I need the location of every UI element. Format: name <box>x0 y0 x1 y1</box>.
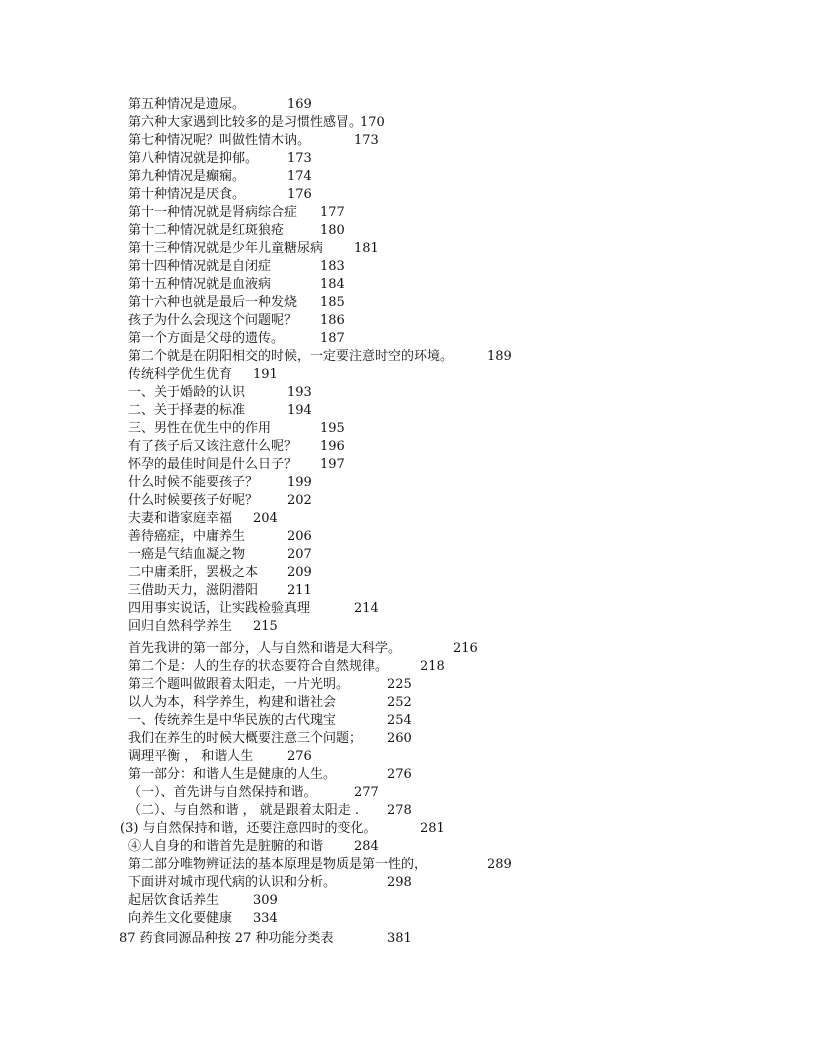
toc-entry-title: 第九种情况是癫痫。 <box>128 169 246 184</box>
toc-entry-title: （二）、与自然和谐 ， 就是跟着太阳走 . <box>128 803 360 818</box>
toc-entry-page-number: 225 <box>387 677 412 692</box>
toc-entry-title: 调理平衡 ， 和谐人生 <box>128 749 254 764</box>
toc-entry-title: 以人为本，科学养生，构建和谐社会 <box>128 695 337 710</box>
toc-entry-title: 首先我讲的第一部分，人与自然和谐是大科学。 <box>128 641 402 656</box>
toc-entry-page-number: 174 <box>287 169 312 184</box>
toc-entry-page-number: 170 <box>360 115 385 130</box>
toc-entry-title: 三、男性在优生中的作用 <box>128 421 272 436</box>
toc-entry-title: 什么时候不能要孩子？ <box>128 475 259 490</box>
toc-entry-title: 第十三种情况就是少年儿童糖尿病 <box>128 241 324 256</box>
toc-entry-title: 一、传统养生是中华民族的古代瑰宝 <box>128 713 337 728</box>
toc-entry-page-number: 218 <box>420 659 445 674</box>
toc-entry-page-number: 216 <box>453 641 478 656</box>
toc-entry-page-number: 169 <box>287 97 312 112</box>
toc-entry-page-number: 260 <box>387 731 412 746</box>
toc-entry-page-number: 254 <box>387 713 412 728</box>
toc-entry-page-number: 207 <box>287 547 312 562</box>
toc-entry-title: 回归自然科学养生 <box>128 619 233 634</box>
toc-entry-title: 第十种情况是厌食。 <box>128 187 246 202</box>
toc-entry-title: ④人自身的和谐首先是脏腑的和谐 <box>128 839 324 854</box>
toc-entry-title: 第七种情况呢？叫做性情木讷。 <box>128 133 311 148</box>
toc-entry-title: 一癌是气结血凝之物 <box>128 547 246 562</box>
toc-entry-title: 第三个题叫做跟着太阳走，一片光明。 <box>128 677 350 692</box>
toc-entry-title: 第二部分唯物辨证法的基本原理是物质是第一性的， <box>128 857 428 872</box>
toc-entry-page-number: 204 <box>253 511 278 526</box>
toc-entry-title: 第二个是：人的生存的状态要符合自然规律。 <box>128 659 389 674</box>
toc-entry-page-number: 209 <box>287 565 312 580</box>
toc-entry-page-number: 334 <box>253 911 278 926</box>
toc-entry-page-number: 381 <box>387 931 412 946</box>
toc-entry-page-number: 278 <box>387 803 412 818</box>
toc-entry-title: 四用事实说话，让实践检验真理 <box>128 601 311 616</box>
toc-entry-title: 第五种情况是遗尿。 <box>128 97 246 112</box>
toc-entry-page-number: 199 <box>287 475 312 490</box>
toc-entry-title: 第二个就是在阴阳相交的时候，一定要注意时空的环境。 <box>128 349 454 364</box>
toc-entry-title: 第一部分：和谐人生是健康的人生。 <box>128 767 337 782</box>
toc-entry-title: 传统科学优生优育 <box>128 367 233 382</box>
toc-entry-title: 一、关于婚龄的认识 <box>128 385 246 400</box>
toc-entry-title: 三借助天力，滋阴潜阳 <box>128 583 259 598</box>
toc-entry-page-number: 214 <box>354 601 379 616</box>
toc-entry-page-number: 252 <box>387 695 412 710</box>
toc-entry-page-number: 180 <box>320 223 345 238</box>
toc-entry-title: 起居饮食话养生 <box>128 893 220 908</box>
toc-entry-page-number: 215 <box>253 619 278 634</box>
toc-entry-page-number: 277 <box>354 785 379 800</box>
toc-entry-page-number: 173 <box>287 151 312 166</box>
toc-entry-page-number: 189 <box>487 349 512 364</box>
toc-entry-page-number: 195 <box>320 421 345 436</box>
toc-entry-page-number: 197 <box>320 457 345 472</box>
toc-entry-page-number: 196 <box>320 439 345 454</box>
toc-entry-title: 怀孕的最佳时间是什么日子？ <box>128 457 298 472</box>
toc-entry-page-number: 289 <box>487 857 512 872</box>
toc-entry-page-number: 173 <box>354 133 379 148</box>
toc-entry-title: 下面讲对城市现代病的认识和分析。 <box>128 875 337 890</box>
toc-entry-page-number: 191 <box>253 367 278 382</box>
toc-entry-page-number: 276 <box>287 749 312 764</box>
toc-entry-page-number: 176 <box>287 187 312 202</box>
toc-entry-page-number: 281 <box>420 821 445 836</box>
toc-entry-title: 我们在养生的时候大概要注意三个问题； <box>128 731 363 746</box>
toc-entry-title: 第十二种情况就是红斑狼疮 <box>128 223 285 238</box>
toc-entry-title: 二中庸柔肝，罢极之本 <box>128 565 259 580</box>
toc-entry-page-number: 284 <box>354 839 379 854</box>
toc-entry-page-number: 187 <box>320 331 345 346</box>
toc-entry-title: 善待癌症，中庸养生 <box>128 529 246 544</box>
toc-entry-title: 夫妻和谐家庭幸福 <box>128 511 233 526</box>
toc-entry-page-number: 184 <box>320 277 345 292</box>
toc-entry-page-number: 177 <box>320 205 345 220</box>
toc-entry-title: 孩子为什么会现这个问题呢？ <box>128 313 298 328</box>
toc-entry-page-number: 211 <box>287 583 312 598</box>
toc-entry-page-number: 202 <box>287 493 312 508</box>
toc-entry-page-number: 185 <box>320 295 345 310</box>
toc-entry-page-number: 309 <box>253 893 278 908</box>
toc-entry-page-number: 276 <box>387 767 412 782</box>
toc-entry-title: 第八种情况就是抑郁。 <box>128 151 259 166</box>
toc-entry-page-number: 186 <box>320 313 345 328</box>
toc-entry-page-number: 298 <box>387 875 412 890</box>
toc-entry-title: 第十五种情况就是血液病 <box>128 277 272 292</box>
toc-entry-title: 二、关于择妻的标准 <box>128 403 246 418</box>
toc-entry-title: 向养生文化要健康 <box>128 911 233 926</box>
toc-entry-page-number: 183 <box>320 259 345 274</box>
toc-entry-page-number: 193 <box>287 385 312 400</box>
toc-entry-title: 第十一种情况就是肾病综合症 <box>128 205 298 220</box>
toc-entry-title: (3) 与自然保持和谐，还要注意四时的变化。 <box>120 821 377 836</box>
toc-entry-title: 第一个方面是父母的遗传。 <box>128 331 285 346</box>
toc-entry-title: 第十四种情况就是自闭症 <box>128 259 272 274</box>
toc-entry-page-number: 206 <box>287 529 312 544</box>
toc-entry-title: （一）、首先讲与自然保持和谐。 <box>128 785 317 800</box>
toc-entry-page-number: 181 <box>354 241 379 256</box>
toc-entry-title: 87 药食同源品种按 27 种功能分类表 <box>119 931 334 946</box>
toc-entry-title: 第十六种也就是最后一种发烧 <box>128 295 298 310</box>
toc-entry-page-number: 194 <box>287 403 312 418</box>
toc-entry-title: 什么时候要孩子好呢？ <box>128 493 259 508</box>
toc-entry-title: 第六种大家遇到比较多的是习惯性感冒。 <box>128 115 363 130</box>
toc-entry-title: 有了孩子后又该注意什么呢？ <box>128 439 298 454</box>
